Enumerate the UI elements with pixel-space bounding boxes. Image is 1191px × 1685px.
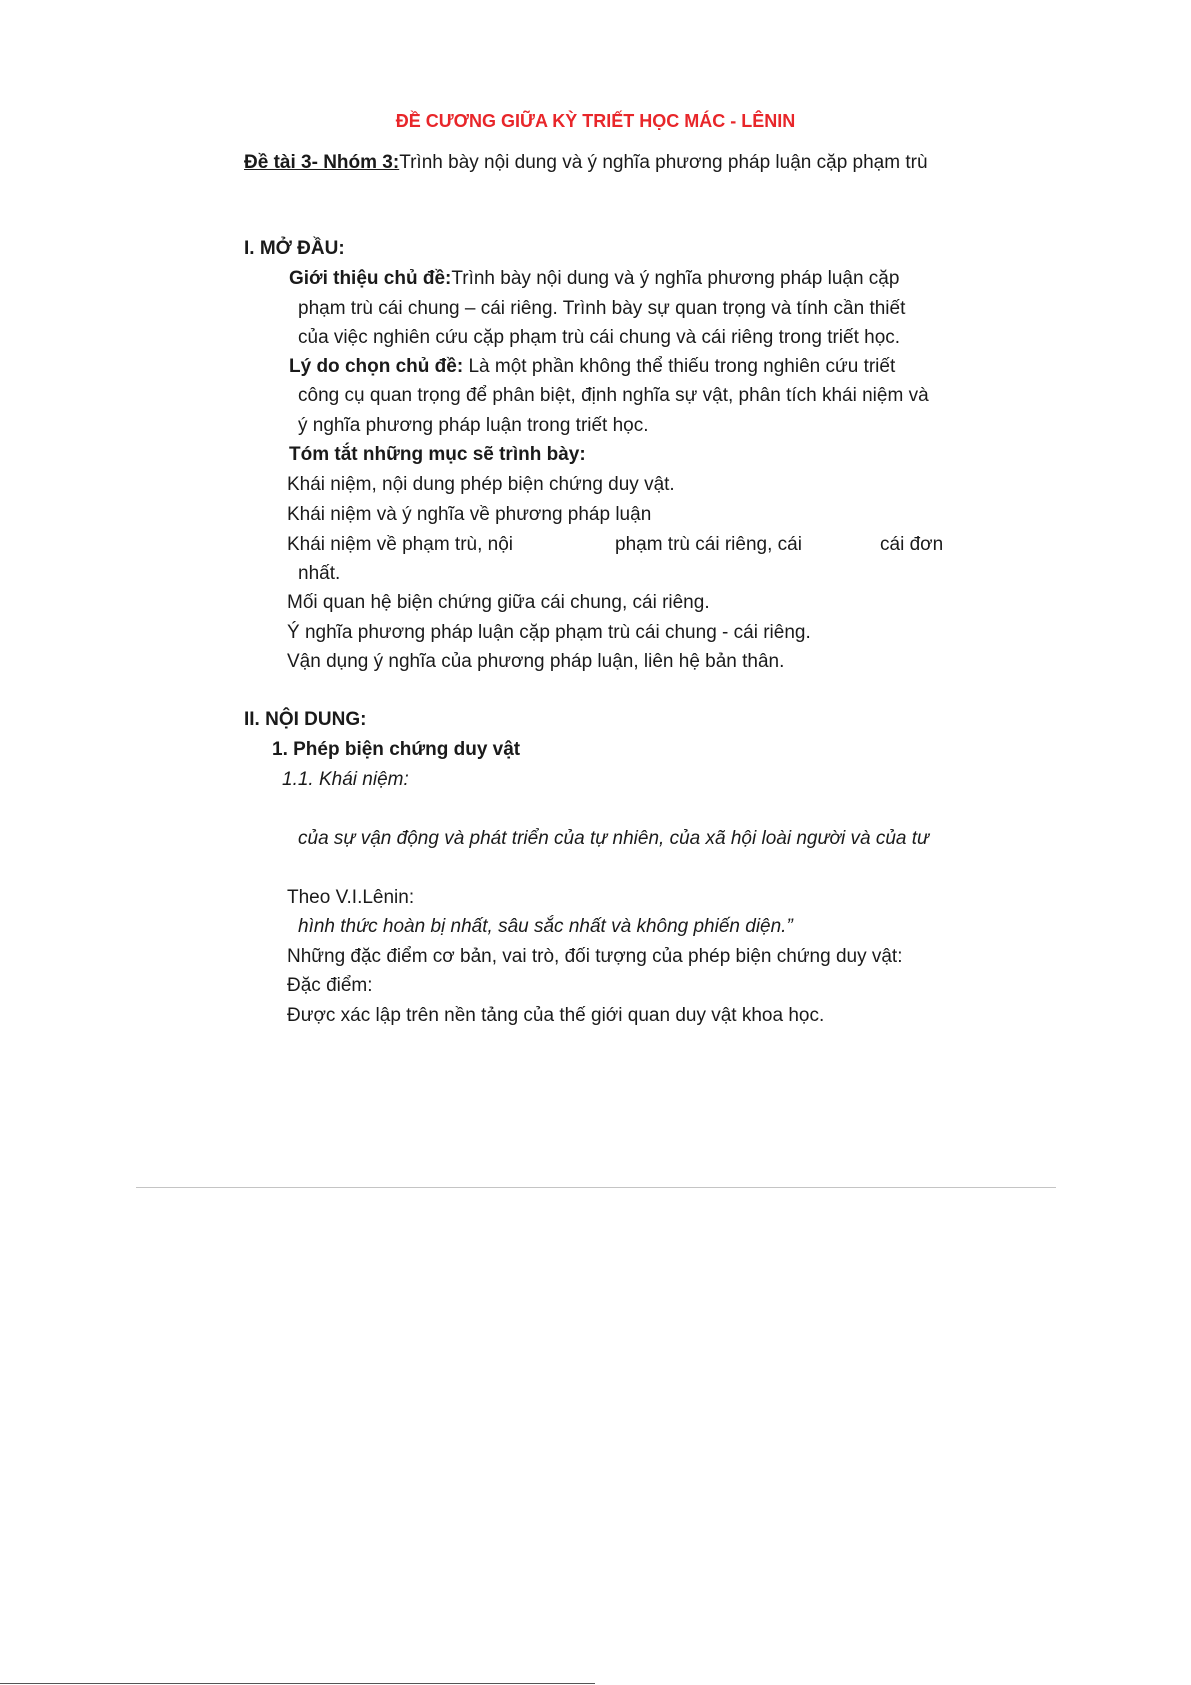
summary-item-3-part-a: Khái niệm về phạm trù, nội (287, 534, 514, 555)
reason-line-2: công cụ quan trọng để phân biệt, định nghĩa sự vật, phân tích khái niệm và (298, 385, 929, 406)
topic-label: Đề tài 3- Nhóm 3: (244, 152, 400, 173)
topic-line (244, 150, 928, 176)
summary-item-2: Khái niệm và ý nghĩa về phương pháp luận (287, 504, 652, 525)
section1-heading: I. MỞ ĐẦU: (244, 238, 345, 259)
reason-label: Lý do chọn chủ đề: (289, 356, 464, 377)
features-line: Những đặc điểm cơ bản, vai trò, đối tượng của phép biện chứng duy vật: (287, 946, 903, 967)
definition-line: của sự vận động và phát triển của tự nhiên, của xã hội loài người và của tư (298, 828, 930, 849)
intro-line-2: phạm trù cái chung – cái riêng. Trình bày sự quan trọng và tính cần thiết (298, 298, 906, 319)
intro-label: Giới thiệu chủ đề: (289, 268, 452, 289)
intro-line-1 (289, 266, 899, 292)
summary-item-1: Khái niệm, nội dung phép biện chứng duy vật. (287, 474, 675, 495)
summary-item-5: Ý nghĩa phương pháp luận cặp phạm trù cái chung - cái riêng. (287, 622, 811, 643)
feature-text: Được xác lập trên nền tảng của thế giới quan duy vật khoa học. (287, 1005, 825, 1026)
lenin-label: Theo V.I.Lênin: (287, 887, 415, 908)
section2-heading: II. NỘI DUNG: (244, 709, 367, 730)
summary-item-3-part-b: phạm trù cái riêng, cái (615, 534, 802, 555)
document-title: ĐỀ CƯƠNG GIỮA KỲ TRIẾT HỌC MÁC - LÊNIN (395, 111, 796, 131)
footer-rule (0, 1683, 595, 1684)
page-divider (136, 1187, 1056, 1188)
summary-item-4: Mối quan hệ biện chứng giữa cái chung, cái riêng. (287, 592, 710, 613)
intro-text-1: Trình bày nội dung và ý nghĩa phương pháp luận cặp (451, 268, 900, 289)
feature-label: Đặc điểm: (287, 975, 373, 996)
summary-item-3-part-c: cái đơn (880, 534, 944, 555)
summary-item-6: Vận dụng ý nghĩa của phương pháp luận, liên hệ bản thân. (287, 651, 785, 672)
reason-text-1: Là một phần không thể thiếu trong nghiên cứu triết (463, 356, 896, 377)
intro-line-3: của việc nghiên cứu cặp phạm trù cái chung và cái riêng trong triết học. (298, 327, 901, 348)
lenin-quote: hình thức hoàn bị nhất, sâu sắc nhất và không phiến diện.” (298, 916, 793, 937)
reason-line-3: ý nghĩa phương pháp luận trong triết học. (298, 415, 649, 436)
summary-label: Tóm tắt những mục sẽ trình bày: (289, 444, 586, 465)
subsection-1-1-heading: 1.1. Khái niệm: (282, 769, 409, 790)
reason-line-1 (289, 354, 895, 380)
subsection-1-heading: 1. Phép biện chứng duy vật (272, 739, 521, 760)
topic-text: Trình bày nội dung và ý nghĩa phương pháp luận cặp phạm trù (399, 152, 928, 173)
summary-item-3-part-d: nhất. (298, 563, 341, 584)
